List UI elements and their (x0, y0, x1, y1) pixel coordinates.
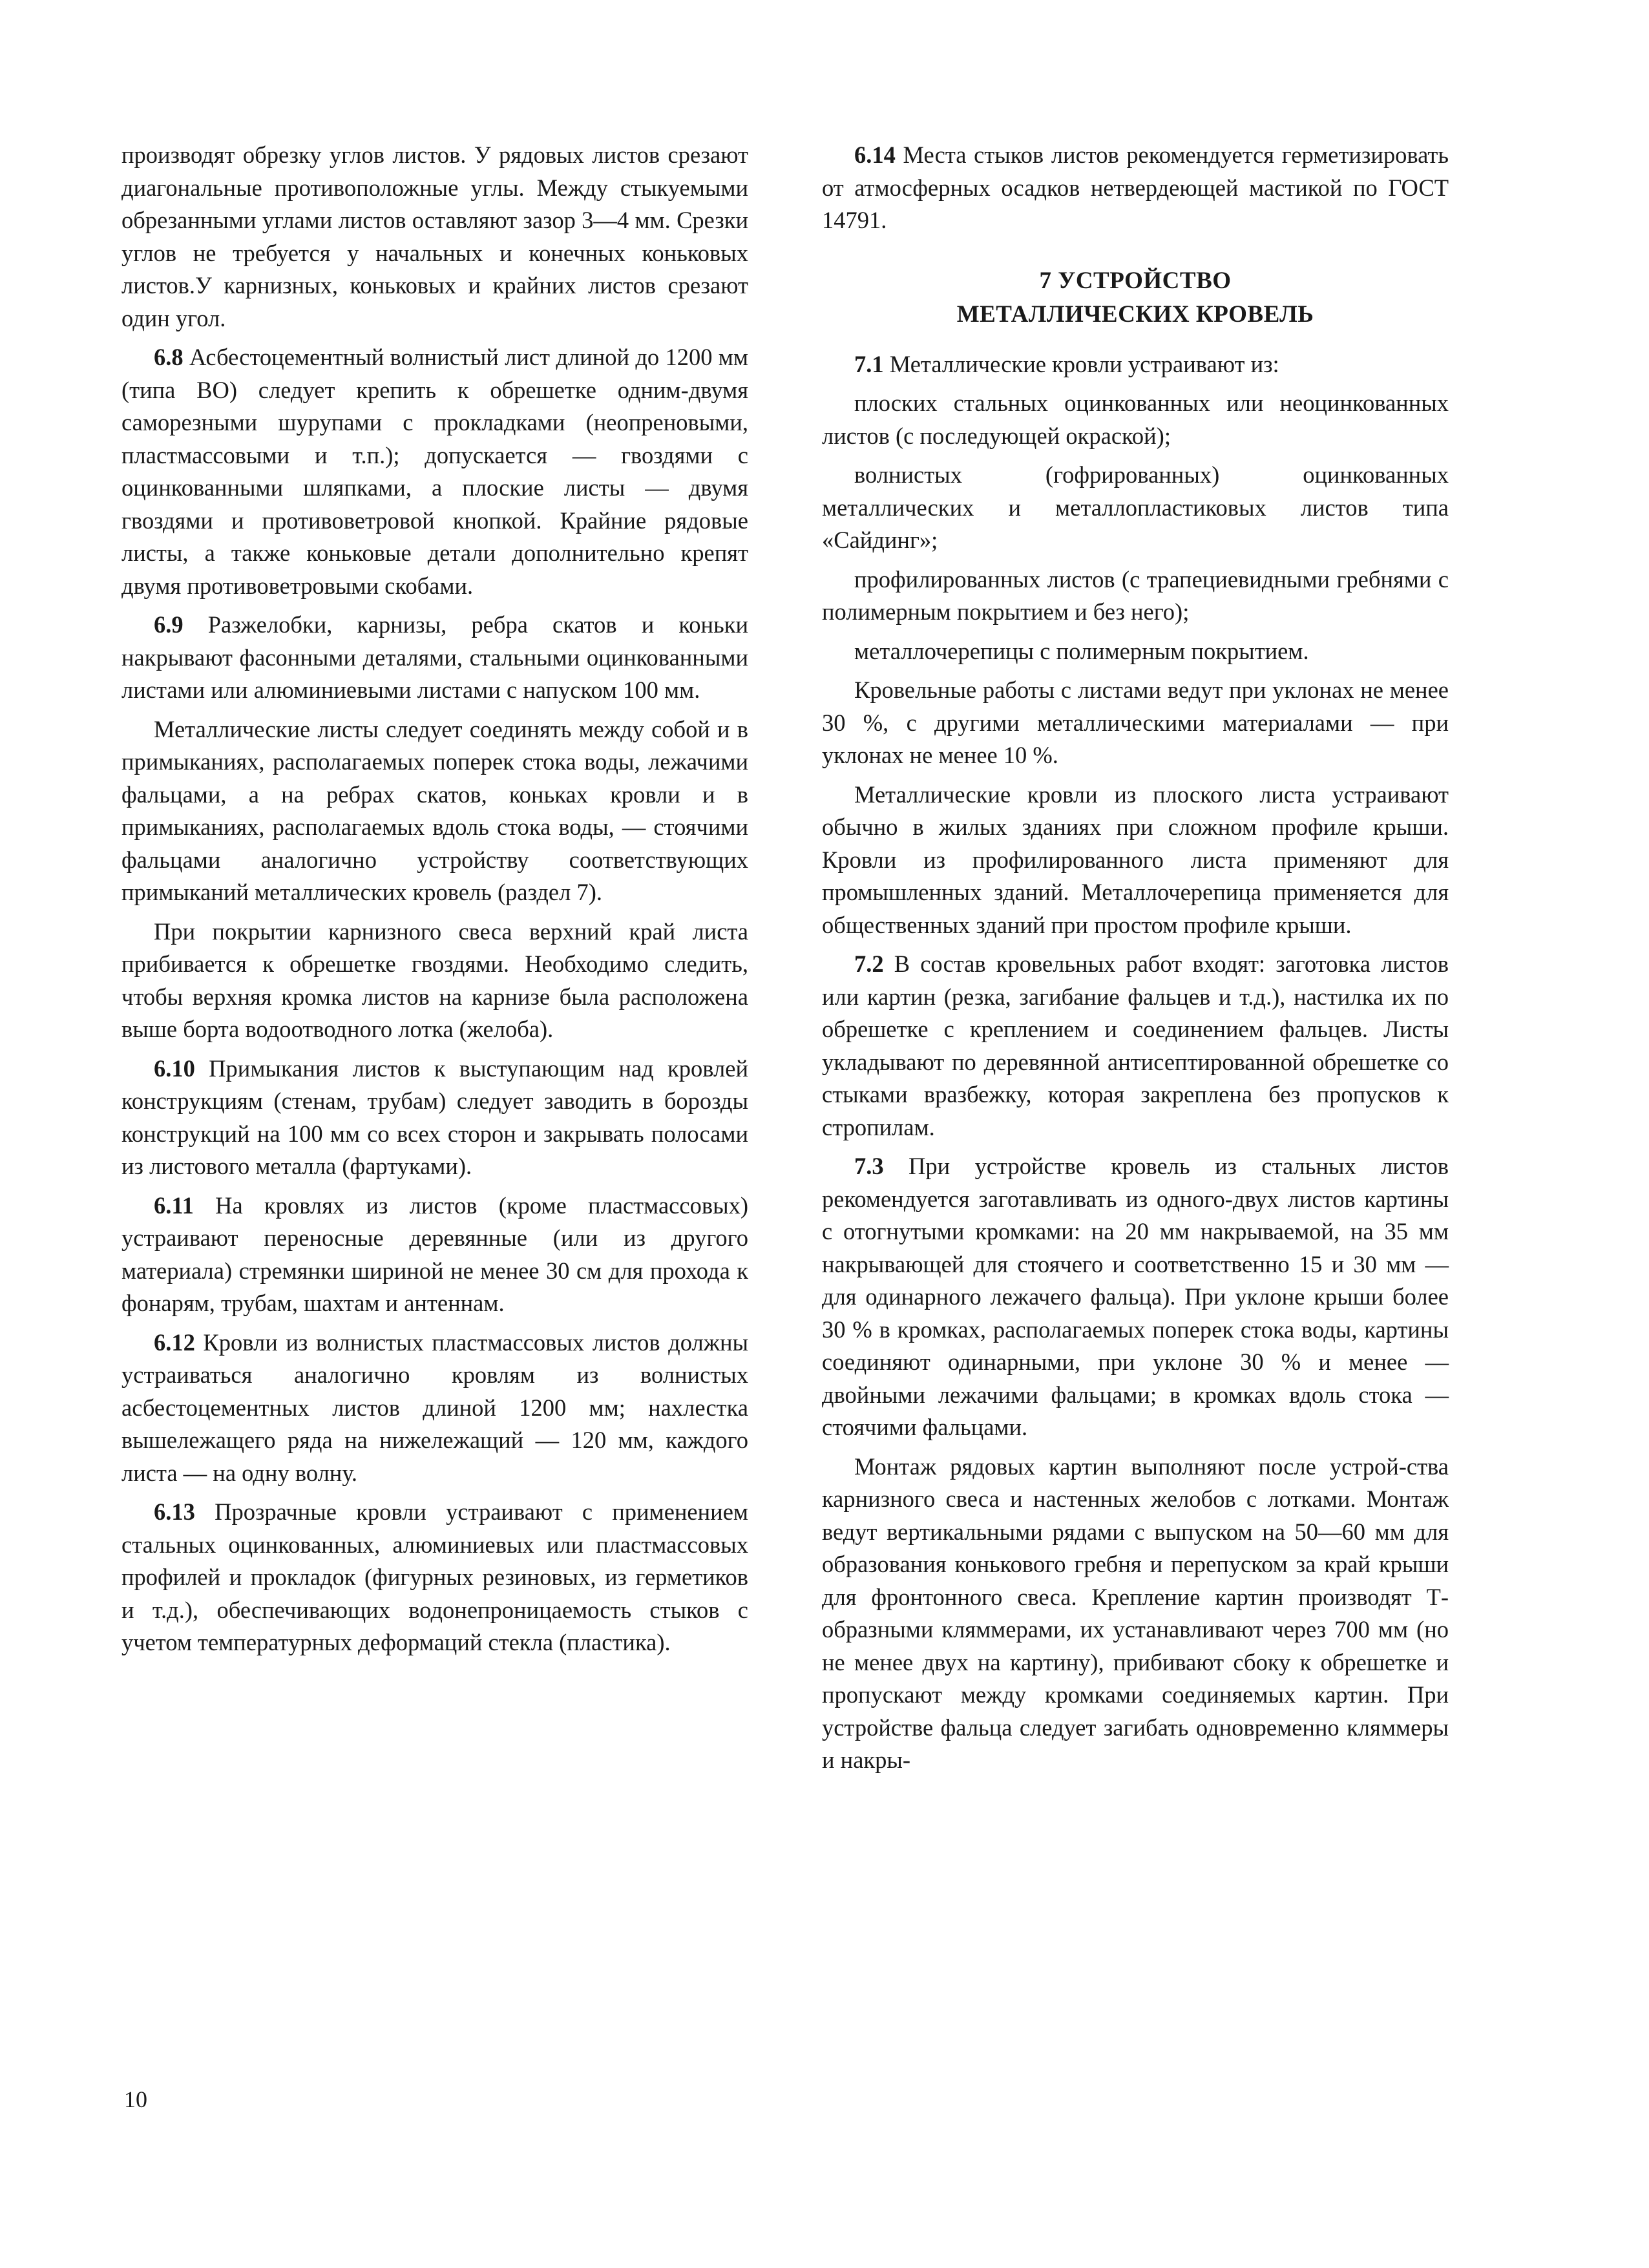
paragraph-text: При устройстве кровель из стальных листов рекомендуется заготавливать из одного-двух листов картины с отогнутыми кромками: на 20 мм накрываемой, на 35 мм накрывающей для стоячего и соответственно 15 и 30 мм — для одинарного лежачего фальца). При уклоне крыши более 30 % в кромках, располагаемых поперек стока воды, картины соединяют одинарными, при уклоне 30 % и менее — двойными лежачими фальцами; в кромках вдоль стока — стоячими фальцами. (822, 1153, 1449, 1440)
paragraph-6-14 (822, 139, 1449, 237)
paragraph-6-12 (121, 1327, 748, 1490)
paragraph-text: Прозрачные кровли устраивают с применением стальных оцинкованных, алюминиевых или пластмассовых профилей и прокладок (фигурных резиновых, из герметиков и т.д.), обеспечивающих водонепроницаемость стыков с учетом температурных деформаций стекла (пластика). (121, 1498, 748, 1655)
list-item: плоских стальных оцинкованных или неоцинкованных листов (с последующей окраской); (822, 390, 1449, 449)
section-heading-line-1: 7 УСТРОЙСТВО (1039, 267, 1232, 294)
clause-number: 7.1 (854, 350, 884, 377)
clause-number: 6.9 (154, 611, 184, 638)
list-item: профилированных листов (с трапециевидными гребнями с полимерным покрытием и без него); (822, 565, 1449, 625)
paragraph-6-8 (121, 341, 748, 602)
right-text-column (822, 139, 1449, 1783)
page-number: 10 (124, 2086, 147, 2112)
clause-number: 6.13 (154, 1498, 195, 1525)
paragraph-continuation: производят обрезку углов листов. У рядовых листов срезают диагональные противоположные углы. Между стыкуемыми обрезанными углами листов оставляют зазор 3—4 мм. Срезки углов не требуется у начальных и конечных коньковых листов.У карнизных, коньковых и крайних листов срезают один угол. (121, 142, 748, 331)
paragraph-eaves-overhang: При покрытии карнизного свеса верхний край листа прибивается к обрешетке гвоздями. Необходимо следить, чтобы верхняя кромка листов на карнизе была расположена выше борта водоотводного лотка (желоба). (121, 918, 748, 1042)
section-heading-line-2: МЕТАЛЛИЧЕСКИХ КРОВЕЛЬ (956, 300, 1314, 328)
paragraph-text: На кровлях из листов (кроме пластмассовых) устраивают переносные деревянные (или из другого материала) стремянки шириной не менее 30 см для прохода к фонарям, трубам, шахтам и антеннам. (121, 1192, 748, 1316)
paragraph-6-13 (121, 1496, 748, 1659)
clause-number: 6.11 (154, 1192, 194, 1219)
section-heading (822, 264, 1449, 331)
paragraph-7-2 (822, 948, 1449, 1144)
paragraph-roof-types: Металлические кровли из плоского листа устраивают обычно в жилых зданиях при сложном профиле крыши. Кровли из профилированного листа применяют для промышленных зданий. Металлочерепица применяется для общественных зданий при простом профиле крыши. (822, 781, 1449, 938)
list-item: волнистых (гофрированных) оцинкованных металлических и металлопластиковых листов типа «Сайдинг»; (822, 461, 1449, 553)
clause-number: 6.8 (154, 344, 184, 370)
paragraph-7-3 (822, 1150, 1449, 1444)
paragraph-7-1 (822, 348, 1449, 381)
paragraph-installation: Монтаж рядовых картин выполняют после устрой-ства карнизного свеса и настенных желобов с лотками. Монтаж ведут вертикальными рядами с выпуском на 50—60 мм для образования конькового гребня и перепуском за край крыши для фронтонного свеса. Крепление картин производят Т-образными кляммерами, их устанавливают через 700 мм (но не менее двух на картину), прибивают сбоку к обрешетке и пропускают между кромками соединяемых картин. При устройстве фальца следует загибать одновременно кляммеры и накры- (822, 1453, 1449, 1773)
paragraph-6-9 (121, 609, 748, 707)
paragraph-slopes: Кровельные работы с листами ведут при уклонах не менее 30 %, с другими металлическими материалами — при уклонах не менее 10 %. (822, 677, 1449, 768)
paragraph-text: Кровли из волнистых пластмассовых листов должны устраиваться аналогично кровлям из волнистых асбестоцементных листов длиной 1200 мм; нахлестка вышележащего ряда на нижележащий — 120 мм, каждого листа — на одну волну. (121, 1328, 748, 1486)
paragraph-text: В состав кровельных работ входят: заготовка листов или картин (резка, загибание фальцев и т.д.), настилка их по обрешетке с креплением и соединением фальцев. Листы укладывают по деревянной антисептированной обрешетке со стыками вразбежку, которая закреплена без пропусков к стропилам. (822, 950, 1449, 1140)
paragraph-6-11 (121, 1190, 748, 1320)
clause-number: 7.3 (854, 1153, 884, 1179)
left-text-column (121, 139, 748, 1666)
clause-number: 7.2 (854, 950, 884, 977)
paragraph-text: Места стыков листов рекомендуется герметизировать от атмосферных осадков нетвердеющей мастикой по ГОСТ 14791. (822, 142, 1449, 233)
paragraph-metal-sheets: Металлические листы следует соединять между собой и в примыканиях, располагаемых поперек стока воды, лежачими фальцами, а на ребрах скатов, коньках кровли и в примыканиях, располагаемых вдоль стока воды, — стоячими фальцами аналогично устройству соответствующих примыканий металлических кровель (раздел 7). (121, 715, 748, 905)
clause-number: 6.12 (154, 1328, 195, 1356)
paragraph-text: Асбестоцементный волнистый лист длиной до 1200 мм (типа ВО) следует крепить к обрешетке одним-двумя саморезными шурупами с прокладками (неопреновыми, пластмассовыми и т.п.); допускается — гвоздями с оцинкованными шляпками, а плоские листы — двумя гвоздями и противоветровой кнопкой. Крайние рядовые листы, а также коньковые детали дополнительно крепят двумя противоветровыми скобами. (121, 344, 748, 599)
paragraph-text: Металлические кровли устраивают из: (883, 350, 1279, 377)
paragraph-text: Примыкания листов к выступающим над кровлей конструкциям (стенам, трубам) следует заводить в борозды конструкций на 100 мм со всех сторон и закрывать полосами из листового металла (фартуками). (121, 1055, 748, 1179)
list-item: металлочерепицы с полимерным покрытием. (854, 637, 1309, 664)
clause-number: 6.14 (854, 142, 896, 168)
paragraph-text: Разжелобки, карнизы, ребра скатов и коньки накрывают фасонными деталями, стальными оцинкованными листами или алюминиевыми листами с напуском 100 мм. (121, 611, 748, 703)
paragraph-6-10 (121, 1053, 748, 1183)
clause-number: 6.10 (154, 1055, 195, 1082)
